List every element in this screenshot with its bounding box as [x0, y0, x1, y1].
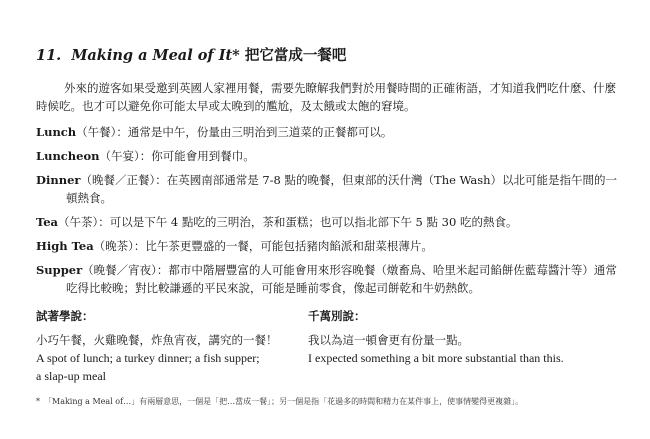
try-saying-en-line-1: A spot of lunch; a turkey dinner; a fish supper;	[36, 351, 260, 365]
dont-say-column	[308, 307, 608, 385]
entry-definition: （午餐）：通常是中午，份量由三明治到三道菜的正餐都可以。	[76, 125, 393, 139]
entry-term: Supper	[36, 263, 83, 277]
entry-dinner	[36, 171, 620, 207]
entry-definition: （晚餐／正餐）：在英國南部通常是 7-8 點的晚餐，但東部的沃什灣（The Wash）以北可能是指午間的一頓熱食。	[66, 173, 618, 205]
entry-definition: （午茶）：可以是下午 4 點吃的三明治，茶和蛋糕；也可以指北部下午 5 點 30 吃的熱食。	[58, 215, 518, 229]
section-title-en: Making a Meal of It*	[71, 47, 240, 64]
try-saying-zh: 小巧午餐，火雞晚餐，炸魚宵夜，講究的一餐！	[36, 333, 278, 347]
entry-high-tea	[36, 237, 620, 255]
examples-section	[36, 307, 620, 385]
entry-supper	[36, 261, 620, 297]
entry-tea	[36, 213, 620, 231]
entry-term: High Tea	[36, 239, 94, 253]
entry-term: Luncheon	[36, 149, 100, 163]
entry-term: Tea	[36, 215, 59, 229]
entry-lunch	[36, 123, 620, 141]
try-saying-heading: 試著學說：	[36, 309, 94, 323]
section-title	[36, 44, 620, 65]
entry-luncheon	[36, 147, 620, 165]
entry-term: Lunch	[36, 125, 77, 139]
section-number: 11.	[36, 47, 62, 64]
footnote: * 「Making a Meal of…」有兩層意思，一個是「把…當成一餐」；另一個是指「花過多的時間和精力在某件事上，使事情變得更複雜」。	[36, 397, 524, 406]
try-saying-column	[36, 307, 308, 385]
entry-term: Dinner	[36, 173, 81, 187]
section-title-zh: 把它當成一餐吧	[244, 47, 347, 64]
dont-say-zh: 我以為這一頓會更有份量一點。	[308, 333, 469, 347]
entry-definition: （晚餐／宵夜）：都市中階層豐富的人可能會用來形容晚餐（燉畜鳥、哈里米起司餡餅佐藍莓醬汁等）通常吃得比較晚；對比較謙遜的平民來說，可能是睡前零食，像起司餅乾和牛奶熱飲。	[66, 263, 617, 295]
dont-say-en: I expected something a bit more substantial than this.	[308, 351, 564, 365]
try-saying-en-line-2: a slap-up meal	[36, 369, 106, 383]
entry-definition: （午宴）：你可能會用到餐巾。	[99, 149, 255, 163]
page-content	[36, 44, 620, 385]
intro-paragraph: 外來的遊客如果受邀到英國人家裡用餐，需要先瞭解我們對於用餐時間的正確術語，才知道我們吃什麼、什麼時候吃。也才可以避免你可能太早或太晚到的尷尬，及太餓或太飽的窘境。	[36, 81, 616, 113]
dont-say-heading: 千萬別說：	[308, 309, 366, 323]
entry-definition: （晚茶）：比午茶更豐盛的一餐，可能包括豬肉餡派和甜菜根薄片。	[93, 239, 433, 253]
